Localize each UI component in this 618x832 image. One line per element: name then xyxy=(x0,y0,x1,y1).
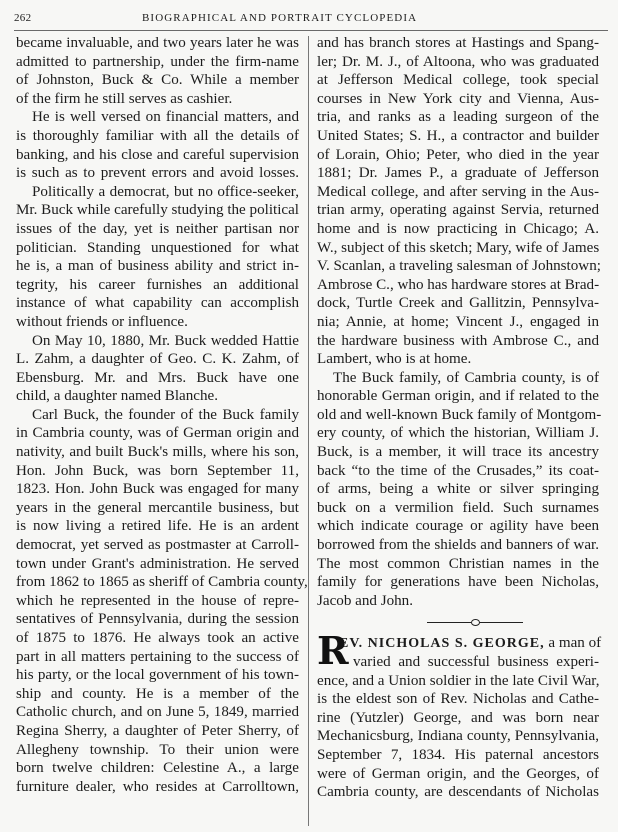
text-line: The most common Christian names in the xyxy=(317,555,599,572)
text-line: W., subject of this sketch; Mary, wife of James xyxy=(317,239,600,256)
text-line: of Johnston, Buck & Co. While a member xyxy=(16,72,299,89)
text-line: back “to the time of the Crusades,” its coat- xyxy=(317,462,599,479)
text-line: of arms, being a white or silver springing xyxy=(317,481,599,498)
text-line: politician. Standing unquestioned for what xyxy=(16,239,299,256)
text-line: of the firm he still serves as cashier. xyxy=(16,90,233,107)
text-line: furniture dealer, who resides at Carrolltown, xyxy=(16,778,299,795)
text-line: home and is now practicing in Chicago; A. xyxy=(317,220,599,237)
entry-name: EV. NICHOLAS S. GEORGE, xyxy=(339,636,545,652)
text-line: Ebensburg. Mr. and Mrs. Buck have one xyxy=(16,369,299,386)
text-line: United States; S. H., a contractor and builder xyxy=(317,127,599,144)
text-line: child, a daughter named Blanche. xyxy=(16,388,219,405)
text-line: Catholic church, and on June 5, 1849, married xyxy=(16,704,299,721)
text-line: Jacob and John. xyxy=(317,592,413,609)
ornament-line-right xyxy=(479,622,523,623)
text-line: the hardware business with Ambrose C., and xyxy=(317,332,599,349)
text-line: Ambrose C., who has hardware stores at Brad- xyxy=(317,276,600,293)
text-line: which indicate courage or agility have been xyxy=(317,518,599,535)
section-divider-ornament xyxy=(317,612,599,634)
text-line: On May 10, 1880, Mr. Buck wedded Hattie xyxy=(32,332,299,349)
text-line: his party, or the local government of his town- xyxy=(16,667,299,684)
text-line: Allegheny township. To their union were xyxy=(16,741,299,758)
text-line: Carl Buck, the founder of the Buck family xyxy=(32,406,299,423)
text-line: tegrity, his career furnishes an additional xyxy=(16,276,299,293)
text-line: dock, Turtle Creek and Gallitzin, Pennsylva- xyxy=(317,295,599,312)
text-line: He is well versed on financial matters, and xyxy=(32,109,299,126)
text-line: buck on a vermilion field. Such surnames xyxy=(317,499,599,516)
text-line: of Lorain, Ohio; Peter, who died in the year xyxy=(317,146,599,163)
header-rule xyxy=(14,30,608,31)
text-line: rine (Yutzler) George, and was born near xyxy=(317,709,599,726)
page-number: 262 xyxy=(14,12,32,24)
text-line: became invaluable, and two years later he was xyxy=(16,35,299,51)
new-entry xyxy=(317,628,602,801)
text-line: banking, and his close and careful supervision xyxy=(16,146,299,163)
page-header xyxy=(0,0,618,28)
text-line: is such as to prevent errors and avoid losses. xyxy=(16,165,299,182)
left-column xyxy=(16,34,308,796)
text-line: sentatives of Pennsylvania, during the session xyxy=(16,611,299,628)
text-line: Medical college, and after serving in the Aus- xyxy=(317,183,599,200)
text-line: V. Scanlan, a traveling salesman of Johnstown; xyxy=(317,258,601,275)
text-line: ery county, of which the historian, William J. xyxy=(317,425,599,442)
text-line: 1823. Hon. John Buck was engaged for many xyxy=(16,481,299,498)
entry-heading-line xyxy=(317,634,602,653)
text-line: nia; Annie, at home; Vincent J., engaged in xyxy=(317,313,599,330)
text-line: without friends or influence. xyxy=(16,313,188,330)
text-line: years in the general mercantile business, but xyxy=(16,499,299,516)
text-line: part in all matters pertaining to the success of xyxy=(16,648,299,665)
text-line: honorable German origin, and if related to the xyxy=(317,388,599,405)
text-line: instance of what capability can accomplish xyxy=(16,295,299,312)
text-line: is thoroughly familiar with all the details of xyxy=(16,127,299,144)
text-line: tria, and ranks as a leading surgeon of the xyxy=(317,109,599,126)
text-line: family for generations have been Nicholas, xyxy=(317,574,599,591)
text-line: is now living a retired life. He is an ardent xyxy=(16,518,299,535)
text-line: 1881; Dr. James P., a graduate of Jefferson xyxy=(317,165,599,182)
column-divider xyxy=(308,36,309,826)
text-line: nativity, and built Buck's mills, where his son, xyxy=(16,444,299,461)
text-line: democrat, yet served as postmaster at Carroll- xyxy=(16,537,299,554)
text-line: from 1862 to 1865 as sheriff of Cambria county, xyxy=(16,574,308,591)
text-line: varied and successful business experi- xyxy=(353,654,599,670)
text-line: Hon. John Buck, was born September 11, xyxy=(16,462,299,479)
text-line: ship and county. He is a member of the xyxy=(16,685,299,702)
text-line: Mr. Buck while carefully studying the political xyxy=(16,202,299,219)
text-line: admitted to partnership, under the firm-name xyxy=(16,53,299,70)
text-line: borrowed from the shields and banners of war. xyxy=(317,537,599,554)
text-line: trian army, operating against Servia, returned xyxy=(317,202,599,219)
text-line: L. Zahm, a daughter of Geo. C. K. Zahm, of xyxy=(16,351,299,368)
text-line: Lambert, who is at home. xyxy=(317,351,472,368)
text-line: he is, a man of business ability and strict in- xyxy=(16,258,299,275)
entry-heading-tail: a man of xyxy=(544,635,602,652)
text-line: The Buck family, of Cambria county, is of xyxy=(333,369,599,386)
text-line: Politically a democrat, but no office-seeker, xyxy=(32,183,299,200)
text-line: in Cambria county, was of German origin and xyxy=(16,425,299,442)
text-line: Cambria county, are descendants of Nicholas xyxy=(317,784,599,801)
drop-cap: R xyxy=(317,628,349,674)
text-line: town under Grant's administration. He served xyxy=(16,555,299,572)
text-line: of 1875 to 1876. He always took an active xyxy=(16,630,299,646)
text-line: old and well-known Buck family of Montgom- xyxy=(317,406,602,423)
text-line: ence, and a Union soldier in the late Civil War, xyxy=(317,672,600,689)
text-line: at Jefferson Medical college, took special xyxy=(317,72,599,89)
running-head: BIOGRAPHICAL AND PORTRAIT CYCLOPEDIA xyxy=(142,12,418,24)
text-line: were of German origin, and the Georges, of xyxy=(317,765,599,782)
text-line: born twelve children: Celestine A., a large xyxy=(16,760,299,777)
text-line: Regina Sherry, a daughter of Peter Sherry, of xyxy=(16,722,299,739)
text-line: ler; Dr. M. J., of Altoona, who was graduated xyxy=(317,53,599,70)
text-line: which he represented in the house of repre- xyxy=(16,592,299,609)
text-line: courses in New York city and Vienna, Aus- xyxy=(317,90,599,107)
text-line: September 7, 1834. His paternal ancestors xyxy=(317,746,599,763)
right-column xyxy=(317,34,602,802)
text-line: issues of the day, yet is neither partisan nor xyxy=(16,220,299,237)
text-line: Mechanicsburg, Indiana county, Pennsylvania, xyxy=(317,728,599,745)
text-line: is the eldest son of Rev. Nicholas and Cathe- xyxy=(317,691,599,708)
text-line: and has branch stores at Hastings and Spang- xyxy=(317,35,599,51)
text-line: Buck, is a member, it will trace its ancestry xyxy=(317,444,599,461)
ornament-line-left xyxy=(427,622,471,623)
